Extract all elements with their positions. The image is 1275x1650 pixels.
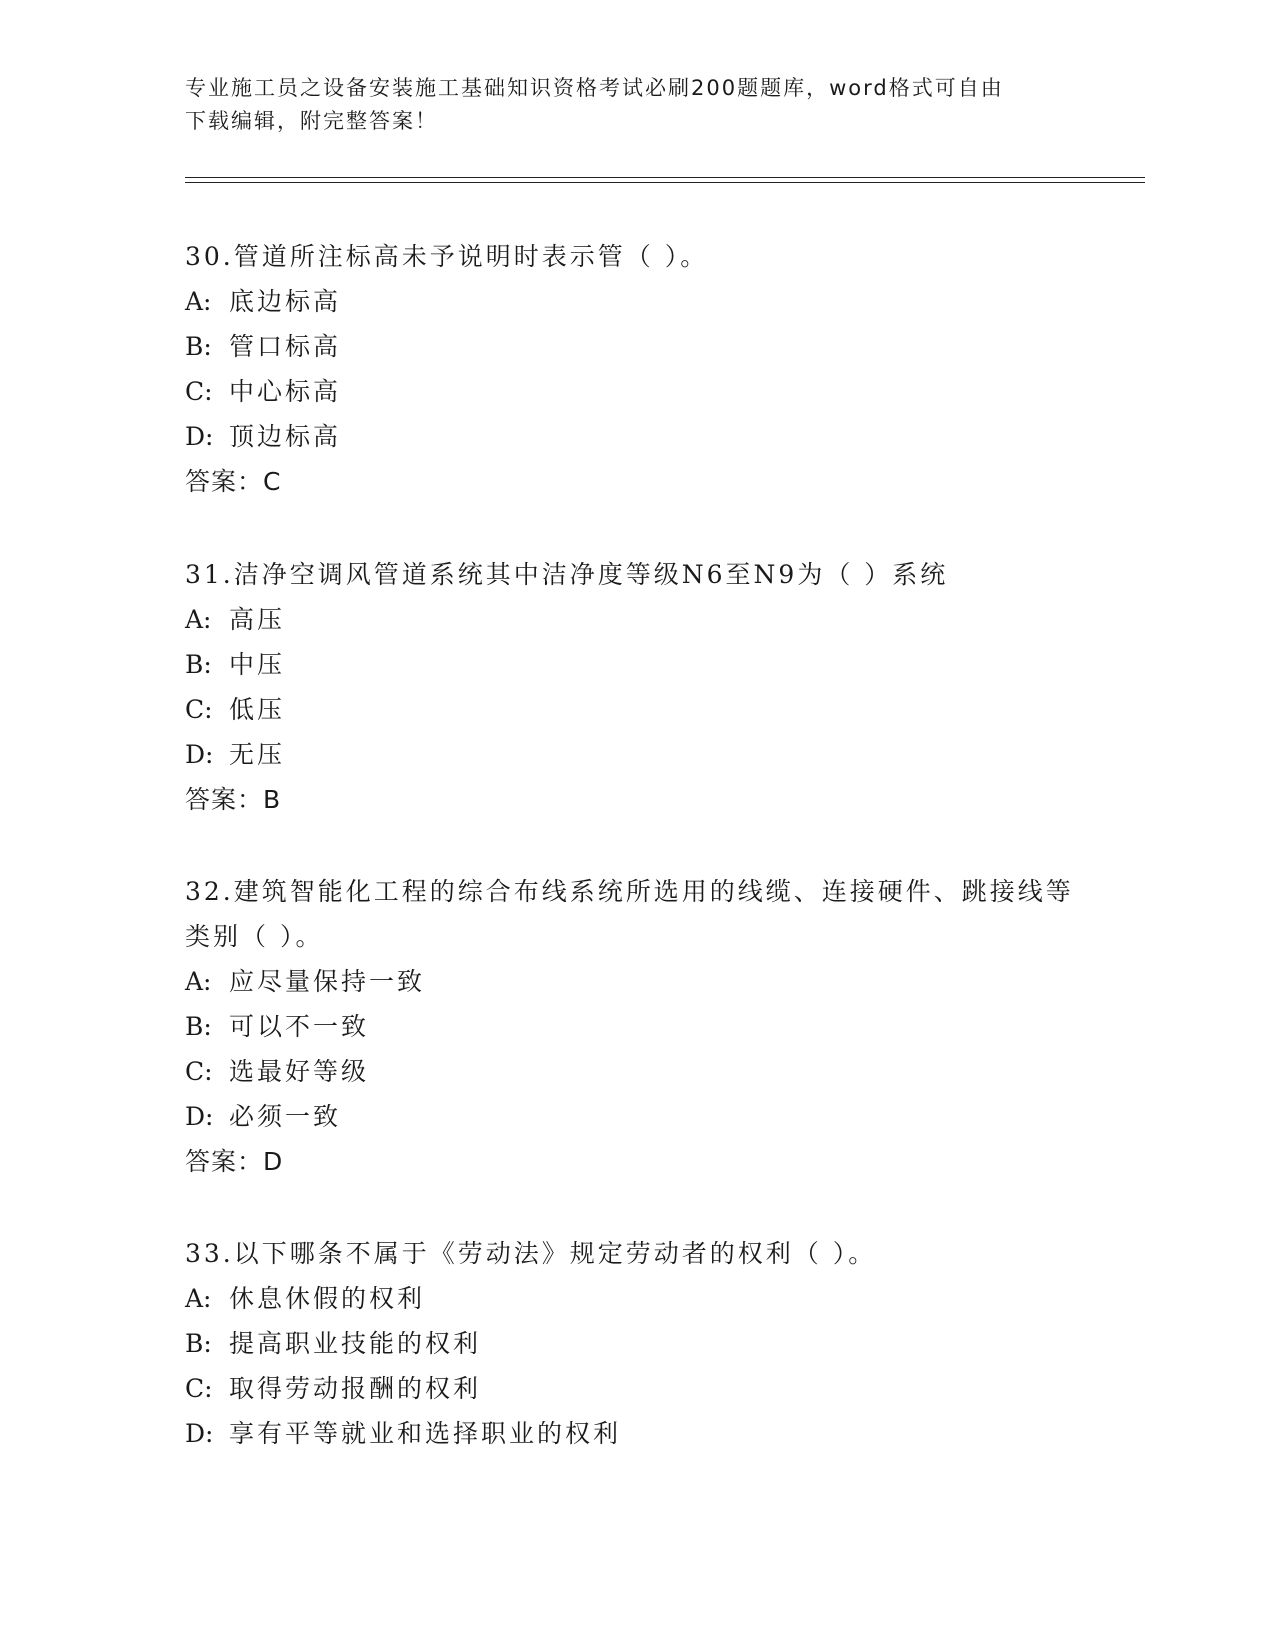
- option-key: A:: [185, 967, 212, 996]
- question-stem: 33.以下哪条不属于《劳动法》规定劳动者的权利（ ）。: [185, 1239, 877, 1268]
- question-33: [185, 1231, 1085, 1456]
- option-key: B:: [185, 1329, 212, 1358]
- option-d: [185, 414, 1085, 459]
- option-key: A:: [185, 287, 212, 316]
- option-text: 中心标高: [229, 377, 342, 406]
- option-text: 应尽量保持一致: [229, 967, 426, 996]
- option-text: 休息休假的权利: [229, 1284, 426, 1313]
- option-b: [185, 1004, 1085, 1049]
- question-stem: 30.管道所注标高未予说明时表示管（ ）。: [185, 242, 709, 271]
- option-d: [185, 1411, 1085, 1456]
- option-text: 高压: [229, 605, 286, 634]
- option-key: A:: [185, 605, 212, 634]
- answer: 答案：C: [185, 467, 282, 496]
- header-line-1: 专业施工员之设备安装施工基础知识资格考试必刷200题题库，word格式可自由: [185, 76, 1004, 100]
- option-c: [185, 1366, 1085, 1411]
- option-a: [185, 959, 1085, 1004]
- option-key: D:: [185, 1419, 214, 1448]
- option-key: C:: [185, 1057, 213, 1086]
- option-text: 低压: [229, 695, 286, 724]
- answer: 答案：D: [185, 1147, 284, 1176]
- option-key: D:: [185, 740, 214, 769]
- answer: 答案：B: [185, 785, 282, 814]
- option-text: 顶边标高: [229, 422, 342, 451]
- option-c: [185, 687, 1085, 732]
- option-key: D:: [185, 1102, 214, 1131]
- option-text: 选最好等级: [229, 1057, 370, 1086]
- option-d: [185, 1094, 1085, 1139]
- option-key: B:: [185, 1012, 212, 1041]
- option-key: B:: [185, 650, 212, 679]
- question-stem: 32.建筑智能化工程的综合布线系统所选用的线缆、连接硬件、跳接线等类别（ ）。: [185, 877, 1074, 951]
- header-divider-top: [185, 177, 1145, 178]
- option-b: [185, 324, 1085, 369]
- option-text: 必须一致: [229, 1102, 342, 1131]
- option-key: C:: [185, 377, 213, 406]
- option-key: A:: [185, 1284, 212, 1313]
- option-b: [185, 642, 1085, 687]
- option-text: 管口标高: [229, 332, 342, 361]
- option-key: C:: [185, 695, 213, 724]
- option-text: 底边标高: [229, 287, 342, 316]
- option-c: [185, 1049, 1085, 1094]
- option-a: [185, 279, 1085, 324]
- option-key: D:: [185, 422, 214, 451]
- question-30: [185, 234, 1085, 504]
- option-a: [185, 1276, 1085, 1321]
- header-line-2: 下载编辑，附完整答案！: [185, 109, 438, 133]
- option-text: 无压: [229, 740, 286, 769]
- option-c: [185, 369, 1085, 414]
- option-text: 享有平等就业和选择职业的权利: [229, 1419, 622, 1448]
- question-stem: 31.洁净空调风管道系统其中洁净度等级N6至N9为（ ）系统: [185, 560, 949, 589]
- option-text: 可以不一致: [229, 1012, 370, 1041]
- option-a: [185, 597, 1085, 642]
- option-text: 取得劳动报酬的权利: [229, 1374, 482, 1403]
- option-text: 中压: [229, 650, 286, 679]
- option-key: B:: [185, 332, 212, 361]
- header-divider-bottom: [185, 182, 1145, 183]
- option-key: C:: [185, 1374, 213, 1403]
- document-header: [185, 72, 1065, 138]
- option-text: 提高职业技能的权利: [229, 1329, 482, 1358]
- option-d: [185, 732, 1085, 777]
- question-32: [185, 869, 1085, 1184]
- question-31: [185, 552, 1085, 822]
- option-b: [185, 1321, 1085, 1366]
